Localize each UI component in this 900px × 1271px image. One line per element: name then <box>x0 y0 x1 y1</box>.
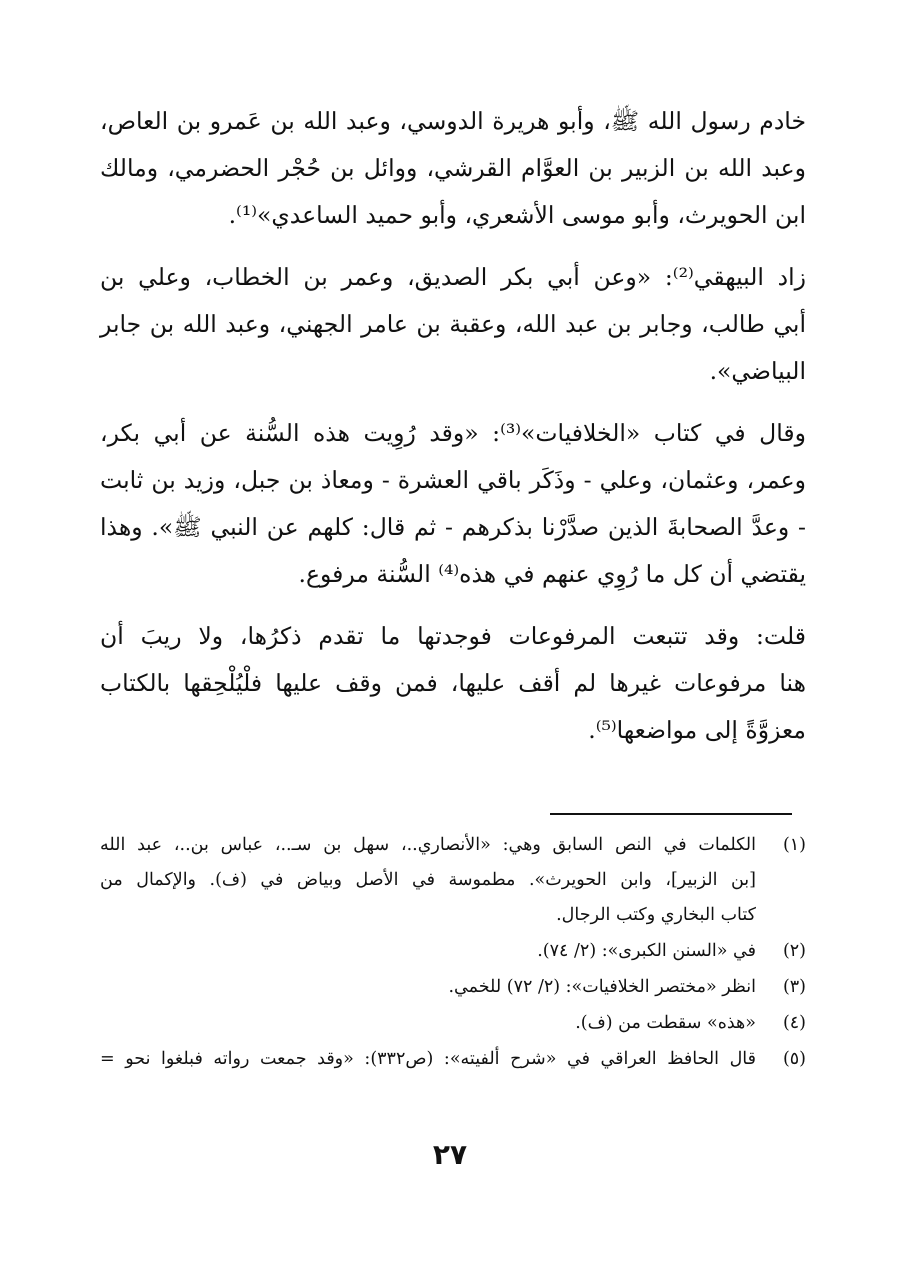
text-line: ابن الحويرث، وأبو موسى الأشعري، وأبو حميد الساعدي»⁽¹⁾. <box>228 201 806 229</box>
footnote-line: انظر «مختصر الخلافيات»: (٢/ ٧٢) للخمي. <box>448 977 756 997</box>
footnote-text <box>100 970 756 1005</box>
footnote-number: (٢) <box>782 941 806 961</box>
text-line: وقال في كتاب «الخلافيات»⁽³⁾: «وقد رُوِيت هذه السُّنة عن أبي بكر، <box>100 419 806 447</box>
footnote-line: في «السنن الكبرى»: (٢/ ٧٤). <box>537 941 756 961</box>
text-line: البياضي». <box>709 357 806 385</box>
footnote-line: الكلمات في النص السابق وهي: «الأنصاري..، سهل بن سـ..، عباس بن..، عبد الله <box>100 835 756 855</box>
text-line: وعمر، وعثمان، وعلي - وذَكَر باقي العشرة - ومعاذ بن جبل، وزيد بن ثابت <box>100 466 806 494</box>
footnote-line: كتاب البخاري وكتب الرجال. <box>556 905 756 925</box>
footnote-3 <box>100 970 806 1005</box>
footnote-divider <box>550 813 792 815</box>
paragraph-4 <box>100 613 806 754</box>
paragraph-1 <box>100 98 806 239</box>
footnote-line: «هذه» سقطت من (ف). <box>575 1013 756 1033</box>
paragraph-2 <box>100 254 806 395</box>
footnote-number: (٣) <box>782 977 806 997</box>
page-number: ٢٧ <box>432 1138 468 1171</box>
footnote-number: (٤) <box>782 1013 806 1033</box>
footnote-1 <box>100 828 806 933</box>
footnote-2 <box>100 934 806 969</box>
footnote-number: (٥) <box>782 1049 806 1069</box>
text-line: هنا مرفوعات غيرها لم أقف عليها، فمن وقف عليها فلْيُلْحِقها بالكتاب <box>100 669 806 697</box>
footnote-text <box>100 1006 756 1041</box>
footnotes <box>100 828 806 1078</box>
text-line: معزوَّةً إلى مواضعها⁽⁵⁾. <box>588 716 806 744</box>
text-line: أبي طالب، وجابر بن عبد الله، وعقبة بن عامر الجهني، وعبد الله بن جابر <box>100 310 806 338</box>
footnote-text <box>100 934 756 969</box>
paragraph-3 <box>100 410 806 598</box>
text-line: خادم رسول الله ﷺ، وأبو هريرة الدوسي، وعبد الله بن عَمرو بن العاص، <box>100 107 806 135</box>
main-text <box>100 98 806 769</box>
footnote-text <box>100 1042 756 1077</box>
text-line: يقتضي أن كل ما رُوِي عنهم في هذه⁽⁴⁾ السُّنة مرفوع. <box>298 560 806 588</box>
footnote-number: (١) <box>782 835 806 855</box>
footnote-line: قال الحافظ العراقي في «شرح ألفيته»: (ص٣٣٢): «وقد جمعت رواته فبلغوا نحو = <box>100 1049 757 1069</box>
footnote-4 <box>100 1006 806 1041</box>
text-line: وعبد الله بن الزبير بن العوَّام القرشي، ووائل بن حُجْر الحضرمي، ومالك <box>100 154 806 182</box>
text-line: قلت: وقد تتبعت المرفوعات فوجدتها ما تقدم ذكرُها، ولا ريبَ أن <box>100 622 806 650</box>
text-line: - وعدَّ الصحابةَ الذين صدَّرْنا بذكرهم - ثم قال: كلهم عن النبي ﷺ». وهذا <box>100 513 806 541</box>
footnote-text <box>100 828 756 933</box>
text-line: زاد البيهقي⁽²⁾: «وعن أبي بكر الصديق، وعمر بن الخطاب، وعلي بن <box>100 263 806 291</box>
footnote-5 <box>100 1042 806 1077</box>
footnote-line: [بن الزبير]، وابن الحويرث». مطموسة في الأصل وبياض في (ف). والإكمال من <box>100 870 756 890</box>
